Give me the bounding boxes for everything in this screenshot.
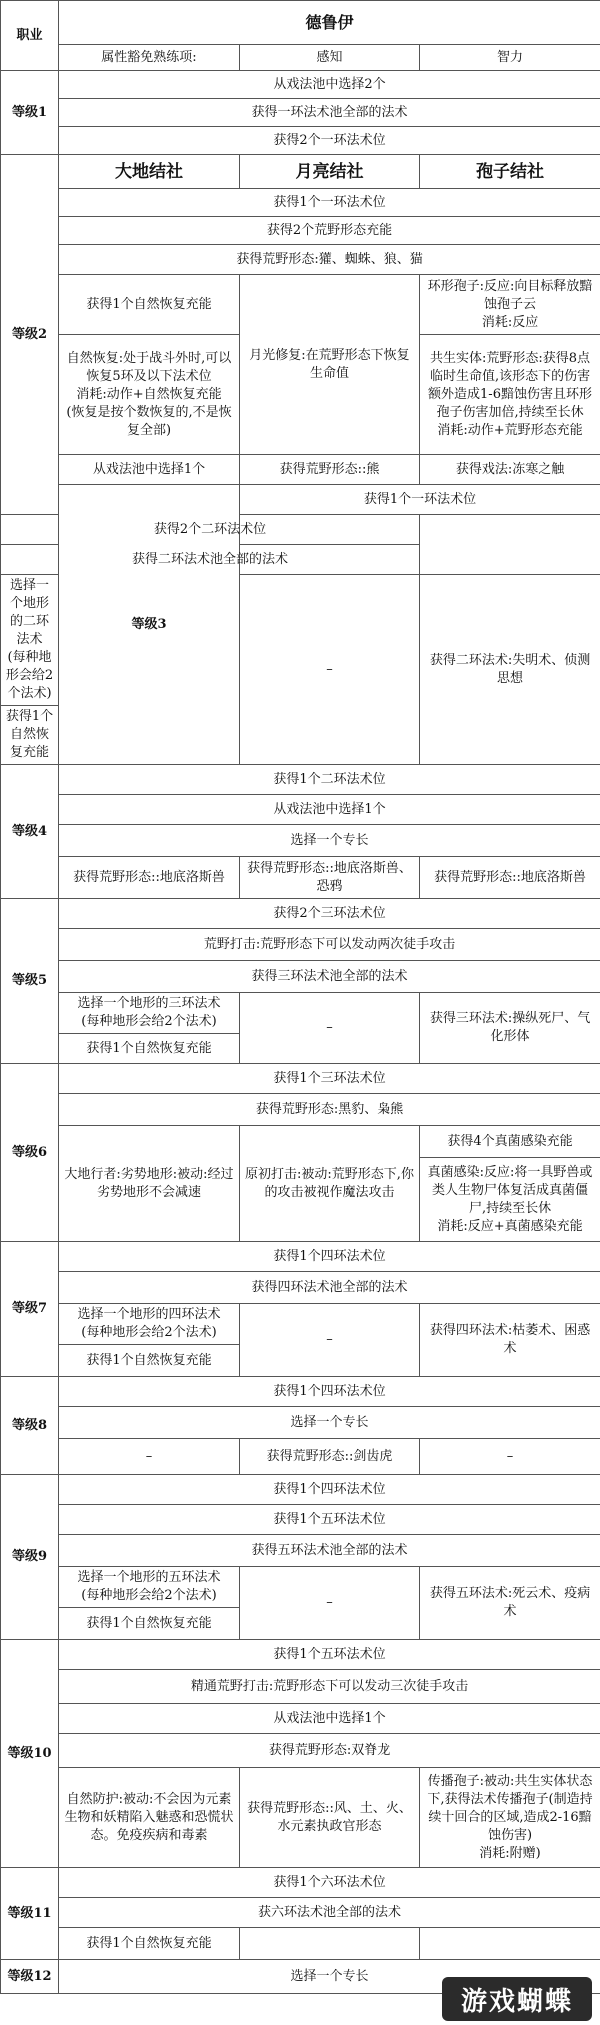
lv8-row-1: 获得1个四环法术位 <box>59 1377 600 1407</box>
lv2-earth-b: 自然恢复:处于战斗外时,可以恢复5环及以下法术位 消耗:动作+自然恢复充能 (恢复是按个数恢复的,不是恢复全部) <box>59 335 240 455</box>
lv10-earth: 自然防护:被动:不会因为元素生物和妖精陷入魅惑和恐慌状态。免疫疾病和毒素 <box>59 1768 240 1868</box>
level-2-label: 等级2 <box>1 155 59 515</box>
lv9-row-1: 获得1个四环法术位 <box>59 1475 600 1505</box>
lv10-spore: 传播孢子:被动:共生实体状态下,获得法术传播孢子(制造持续十回合的区域,造成2-16黯蚀伤害) 消耗:附赠) <box>420 1768 600 1868</box>
lv5-earth-a: 选择一个地形的三环法术 (每种地形会给2个法术) <box>59 993 240 1034</box>
lv2-earth-a: 获得1个自然恢复充能 <box>59 275 240 335</box>
circle-moon-header: 月亮结社 <box>240 155 420 189</box>
level-10-label: 等级10 <box>1 1640 59 1868</box>
lv3-row-2: 获得2个二环法术位 <box>1 515 420 545</box>
lv6-earth: 大地行者:劣势地形:被动:经过劣势地形不会减速 <box>59 1126 240 1242</box>
lv9-moon: – <box>240 1567 420 1640</box>
lv8-row-2: 选择一个专长 <box>59 1407 600 1439</box>
circle-earth-header: 大地结社 <box>59 155 240 189</box>
lv4-row-3: 选择一个专长 <box>59 825 600 857</box>
level-8-label: 等级8 <box>1 1377 59 1475</box>
lv10-row-4: 获得荒野形态:双脊龙 <box>59 1734 600 1768</box>
attribute-2: 智力 <box>420 45 600 71</box>
lv6-spore-b: 真菌感染:反应:将一具野兽或类人生物尸体复活成真菌僵尸,持续至长休 消耗:反应+真菌感染充能 <box>420 1158 600 1242</box>
lv7-spore: 获得四环法术:枯萎术、困惑术 <box>420 1304 600 1377</box>
lv7-moon: – <box>240 1304 420 1377</box>
lv1-row-3: 获得2个一环法术位 <box>59 127 600 155</box>
lv5-row-2: 荒野打击:荒野形态下可以发动两次徒手攻击 <box>59 929 600 961</box>
lv4-row-1: 获得1个二环法术位 <box>59 765 600 795</box>
lv4-earth: 获得荒野形态::地底洛斯兽 <box>59 857 240 899</box>
lv5-moon: – <box>240 993 420 1064</box>
level-5-label: 等级5 <box>1 899 59 1064</box>
lv9-earth-b: 获得1个自然恢复充能 <box>59 1608 240 1640</box>
lv3-row-3: 获得二环法术池全部的法术 <box>1 545 420 575</box>
lv7-row-1: 获得1个四环法术位 <box>59 1242 600 1272</box>
lv4-spore: 获得荒野形态::地底洛斯兽 <box>420 857 600 899</box>
level-7-label: 等级7 <box>1 1242 59 1377</box>
lv2-spore-a: 环形孢子:反应:向目标释放黯蚀孢子云 消耗:反应 <box>420 275 600 335</box>
lv4-row-2: 从戏法池中选择1个 <box>59 795 600 825</box>
lv10-row-3: 从戏法池中选择1个 <box>59 1704 600 1734</box>
attribute-1: 感知 <box>240 45 420 71</box>
lv5-spore: 获得三环法术:操纵死尸、气化形体 <box>420 993 600 1064</box>
lv10-row-1: 获得1个五环法术位 <box>59 1640 600 1670</box>
lv2-spore-c: 获得戏法:冻寒之触 <box>420 455 600 485</box>
lv6-row-1: 获得1个三环法术位 <box>59 1064 600 1094</box>
class-column-header: 职业 <box>1 1 59 71</box>
lv3-moon: – <box>240 575 420 765</box>
lv9-earth-a: 选择一个地形的五环法术 (每种地形会给2个法术) <box>59 1567 240 1608</box>
lv2-row-2: 获得2个荒野形态充能 <box>59 217 600 245</box>
lv8-moon: 获得荒野形态::剑齿虎 <box>240 1439 420 1475</box>
lv9-row-3: 获得五环法术池全部的法术 <box>59 1535 600 1567</box>
lv8-earth: – <box>59 1439 240 1475</box>
lv6-spore-a: 获得4个真菌感染充能 <box>420 1126 600 1158</box>
lv2-moon-c: 获得荒野形态::熊 <box>240 455 420 485</box>
lv11-row-1: 获得1个六环法术位 <box>59 1868 600 1898</box>
lv5-row-1: 获得2个三环法术位 <box>59 899 600 929</box>
lv10-moon: 获得荒野形态::风、土、火、水元素执政官形态 <box>240 1768 420 1868</box>
lv4-moon: 获得荒野形态::地底洛斯兽、恐鸦 <box>240 857 420 899</box>
lv1-row-2: 获得一环法术池全部的法术 <box>59 99 600 127</box>
lv11-moon-empty <box>240 1928 420 1960</box>
level-11-label: 等级11 <box>1 1868 59 1960</box>
lv2-row-1: 获得1个一环法术位 <box>59 189 600 217</box>
lv7-earth-a: 选择一个地形的四环法术 (每种地形会给2个法术) <box>59 1304 240 1345</box>
attribute-label: 属性豁免熟练项: <box>59 45 240 71</box>
lv12-row-1: 选择一个专长 <box>59 1960 600 1994</box>
lv2-spore-b: 共生实体:荒野形态:获得8点临时生命值,该形态下的伤害额外造成1-6黯蚀伤害且环形孢子伤害加倍,持续至长休 消耗:动作+荒野形态充能 <box>420 335 600 455</box>
class-name: 德鲁伊 <box>59 1 600 45</box>
lv8-spore: – <box>420 1439 600 1475</box>
lv5-earth-b: 获得1个自然恢复充能 <box>59 1034 240 1064</box>
lv7-row-2: 获得四环法术池全部的法术 <box>59 1272 600 1304</box>
lv2-row-3: 获得荒野形态:獾、蜘蛛、狼、猫 <box>59 245 600 275</box>
level-4-label: 等级4 <box>1 765 59 899</box>
lv10-row-2: 精通荒野打击:荒野形态下可以发动三次徒手攻击 <box>59 1670 600 1704</box>
lv3-row-1: 获得1个一环法术位 <box>240 485 600 515</box>
lv2-moon-b: 月光修复:在荒野形态下恢复生命值 <box>240 275 420 455</box>
level-1-label: 等级1 <box>1 71 59 155</box>
level-3-label: 等级3 <box>59 485 240 765</box>
lv6-moon: 原初打击:被动:荒野形态下,你的攻击被视作魔法攻击 <box>240 1126 420 1242</box>
lv11-spore-empty <box>420 1928 600 1960</box>
lv3-spore: 获得二环法术:失明术、侦测思想 <box>420 575 600 765</box>
level-9-label: 等级9 <box>1 1475 59 1640</box>
lv2-earth-c: 从戏法池中选择1个 <box>59 455 240 485</box>
level-12-label: 等级12 <box>1 1960 59 1994</box>
lv9-spore: 获得五环法术:死云术、疫病术 <box>420 1567 600 1640</box>
lv1-row-1: 从戏法池中选择2个 <box>59 71 600 99</box>
level-6-label: 等级6 <box>1 1064 59 1242</box>
lv9-row-2: 获得1个五环法术位 <box>59 1505 600 1535</box>
lv6-row-2: 获得荒野形态:黑豹、枭熊 <box>59 1094 600 1126</box>
watermark-logo: 游戏蝴蝶 <box>442 1977 592 2021</box>
lv3-earth-b: 获得1个自然恢复充能 <box>1 706 59 765</box>
lv3-earth-a: 选择一个地形的二环法术 (每种地形会给2个法术) <box>1 575 59 706</box>
lv11-row-2: 获六环法术池全部的法术 <box>59 1898 600 1928</box>
lv11-earth: 获得1个自然恢复充能 <box>59 1928 240 1960</box>
circle-spore-header: 孢子结社 <box>420 155 600 189</box>
lv5-row-3: 获得三环法术池全部的法术 <box>59 961 600 993</box>
lv7-earth-b: 获得1个自然恢复充能 <box>59 1345 240 1377</box>
